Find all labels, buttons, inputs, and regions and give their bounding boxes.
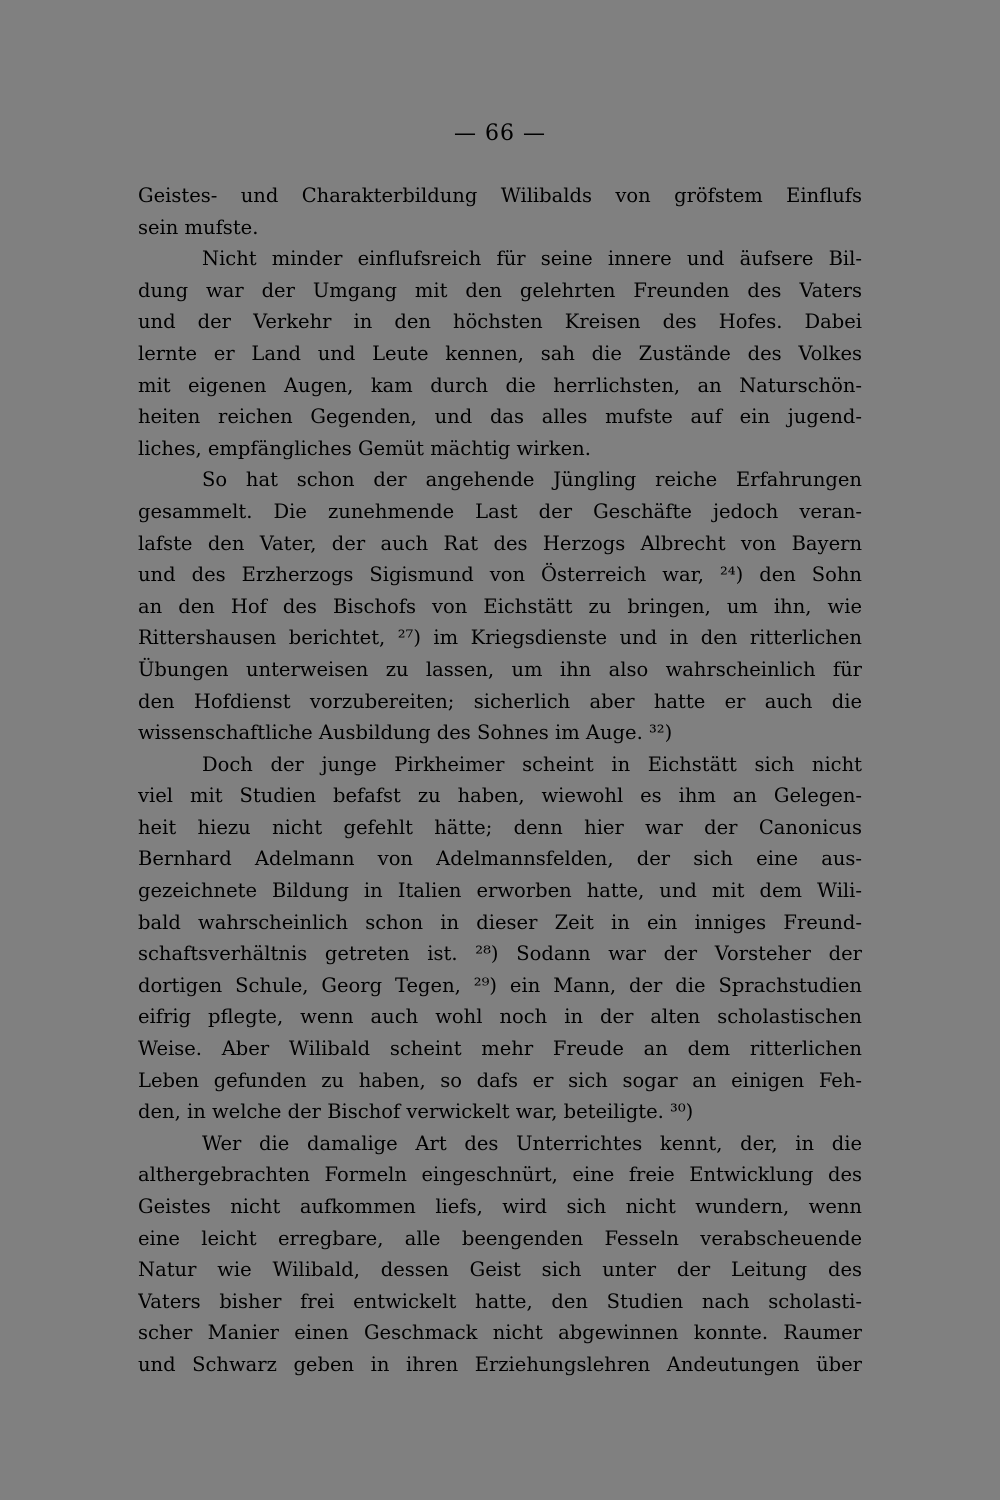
- text-line: schaftsverhältnis getreten ist. ²⁸) Sodann war der Vorsteher der: [138, 942, 862, 966]
- text-line: lafste den Vater, der auch Rat des Herzogs Albrecht von Bayern: [138, 531, 862, 555]
- text-line: heiten reichen Gegenden, und das alles mufste auf ein jugend-: [138, 405, 862, 429]
- text-line: dung war der Umgang mit den gelehrten Freunden des Vaters: [138, 278, 862, 302]
- text-line: Rittershausen berichtet, ²⁷) im Kriegsdienste und in den ritterlichen: [138, 626, 862, 650]
- text-line: und der Verkehr in den höchsten Kreisen des Hofes. Dabei: [138, 310, 862, 334]
- text-line: und Schwarz geben in ihren Erziehungslehren Andeutungen über: [138, 1352, 862, 1376]
- text-line: eine leicht erregbare, alle beengenden Fesseln verabscheuende: [138, 1226, 862, 1250]
- text-line: Wer die damalige Art des Unterrichtes kennt, der, in die: [202, 1131, 862, 1155]
- text-line: sein mufste.: [138, 215, 259, 239]
- text-line: an den Hof des Bischofs von Eichstätt zu bringen, um ihn, wie: [138, 594, 862, 618]
- text-line: gezeichnete Bildung in Italien erworben hatte, und mit dem Wili-: [138, 879, 862, 903]
- page-number: — 66 —: [454, 121, 546, 146]
- text-line: Leben gefunden zu haben, so dafs er sich sogar an einigen Feh-: [138, 1068, 862, 1092]
- text-line: gesammelt. Die zunehmende Last der Geschäfte jedoch veran-: [138, 499, 862, 523]
- text-line: Natur wie Wilibald, dessen Geist sich unter der Leitung des: [138, 1258, 862, 1282]
- text-line: So hat schon der angehende Jüngling reiche Erfahrungen: [202, 468, 862, 492]
- text-line: den, in welche der Bischof verwickelt war, beteiligte. ³⁰): [138, 1100, 694, 1124]
- text-line: den Hofdienst vorzubereiten; sicherlich aber hatte er auch die: [138, 689, 862, 713]
- text-line: bald wahrscheinlich schon in dieser Zeit in ein inniges Freund-: [138, 910, 862, 934]
- text-line: wissenschaftliche Ausbildung des Sohnes im Auge. ³²): [138, 721, 673, 745]
- text-line: heit hiezu nicht gefehlt hätte; denn hier war der Canonicus: [138, 815, 862, 839]
- text-line: Bernhard Adelmann von Adelmannsfelden, der sich eine aus-: [138, 847, 862, 871]
- text-line: althergebrachten Formeln eingeschnürt, eine freie Entwicklung des: [138, 1163, 862, 1187]
- text-line: Nicht minder einflufsreich für seine innere und äufsere Bil-: [202, 247, 862, 271]
- text-line: dortigen Schule, Georg Tegen, ²⁹) ein Mann, der die Sprachstudien: [138, 973, 862, 997]
- text-line: Übungen unterweisen zu lassen, um ihn also wahrscheinlich für: [138, 657, 862, 681]
- text-line: Vaters bisher frei entwickelt hatte, den Studien nach scholasti-: [138, 1289, 862, 1313]
- text-line: viel mit Studien befafst zu haben, wiewohl es ihm an Gelegen-: [138, 784, 862, 808]
- text-line: Weise. Aber Wilibald scheint mehr Freude an dem ritterlichen: [138, 1037, 862, 1061]
- body-text: [138, 180, 862, 1381]
- text-line: Geistes- und Charakterbildung Wilibalds von gröfstem Einflufs: [138, 184, 862, 207]
- text-line: Geistes nicht aufkommen liefs, wird sich nicht wundern, wenn: [138, 1195, 862, 1218]
- text-line: scher Manier einen Geschmack nicht abgewinnen konnte. Raumer: [138, 1321, 862, 1345]
- text-line: Doch der junge Pirkheimer scheint in Eichstätt sich nicht: [202, 752, 862, 776]
- text-line: eifrig pflegte, wenn auch wohl noch in der alten scholastischen: [138, 1005, 862, 1029]
- text-line: mit eigenen Augen, kam durch die herrlichsten, an Naturschön-: [138, 373, 862, 397]
- text-line: und des Erzherzogs Sigismund von Österreich war, ²⁴) den Sohn: [138, 563, 862, 587]
- text-line: liches, empfängliches Gemüt mächtig wirken.: [138, 436, 591, 460]
- text-line: lernte er Land und Leute kennen, sah die Zustände des Volkes: [138, 341, 862, 365]
